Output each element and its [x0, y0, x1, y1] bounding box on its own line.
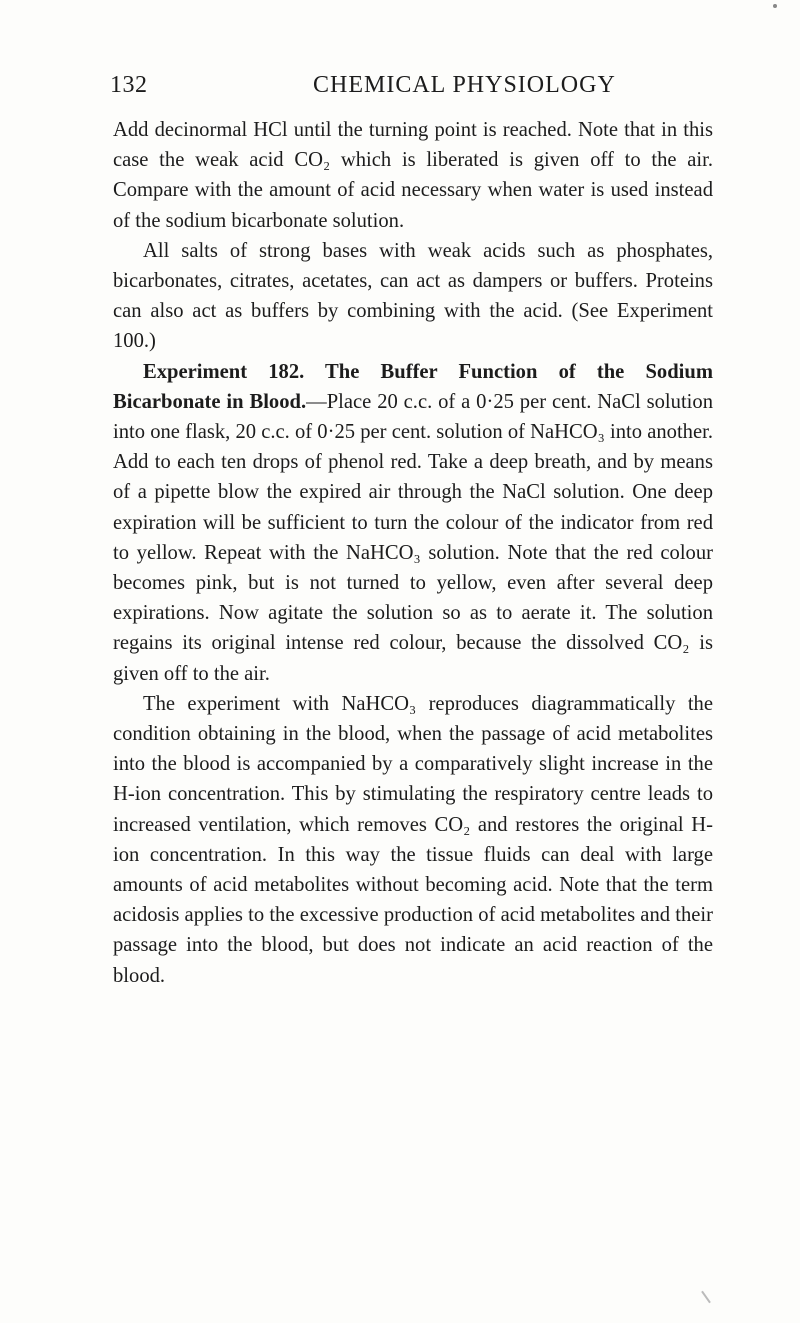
- body-text: [113, 115, 713, 991]
- stray-pen-mark: [701, 1291, 711, 1304]
- paragraph-blood-condition: The experiment with NaHCO₃ reproduces diagrammatically the condition obtaining in the blood, when the passage of acid metabolites into the blood is accompanied by a comparatively slight increase in the H-ion concentration. This by stimulating the respiratory centre leads to increased ventilation, which removes CO₂ and restores the original H-ion concentration. In this way the tissue fluids can deal with large amounts of acid metabolites without becoming acid. Note that the term acidosis applies to the excessive production of acid metabolites and their passage into the blood, but does not indicate an acid reaction of the blood.: [113, 692, 713, 987]
- experiment-body: —Place 20 c.c. of a 0·25 per cent. NaCl solution into one flask, 20 c.c. of 0·25 per cent. solution of NaHCO₃ into another. Add to each ten drops of phenol red. Take a deep breath, and by means of a pipette blow the expired air through the NaCl solution. One deep expiration will be sufficient to turn the colour of the indicator from red to yellow. Repeat with the NaHCO₃ solution. Note that the red colour becomes pink, but is not turned to yellow, even after several deep expirations. Now agitate the solution so as to aerate it. The solution regains its original intense red colour, because the dissolved CO₂ is given off to the air.: [113, 390, 713, 685]
- paragraph-buffer-salts: All salts of strong bases with weak acids such as phosphates, bicarbonates, citrates, acetates, can act as dampers or buffers. Proteins can also act as buffers by combining with the acid. (See Experiment 100.): [113, 239, 713, 353]
- paragraph-titration-note: Add decinormal HCl until the turning point is reached. Note that in this case the weak acid CO₂ which is liberated is given off to the air. Compare with the amount of acid necessary when water is used instead of the sodium bicarbonate solution.: [113, 119, 713, 232]
- print-speck: [773, 4, 777, 8]
- running-head: CHEMICAL PHYSIOLOGY: [313, 72, 616, 98]
- page-number: 132: [110, 72, 148, 98]
- page-header: [110, 72, 710, 108]
- paragraph-experiment-182: [113, 357, 713, 689]
- experiment-heading: Experiment 182. The Buffer Function of the Sodium Bicarbonate in Blood.: [113, 360, 713, 413]
